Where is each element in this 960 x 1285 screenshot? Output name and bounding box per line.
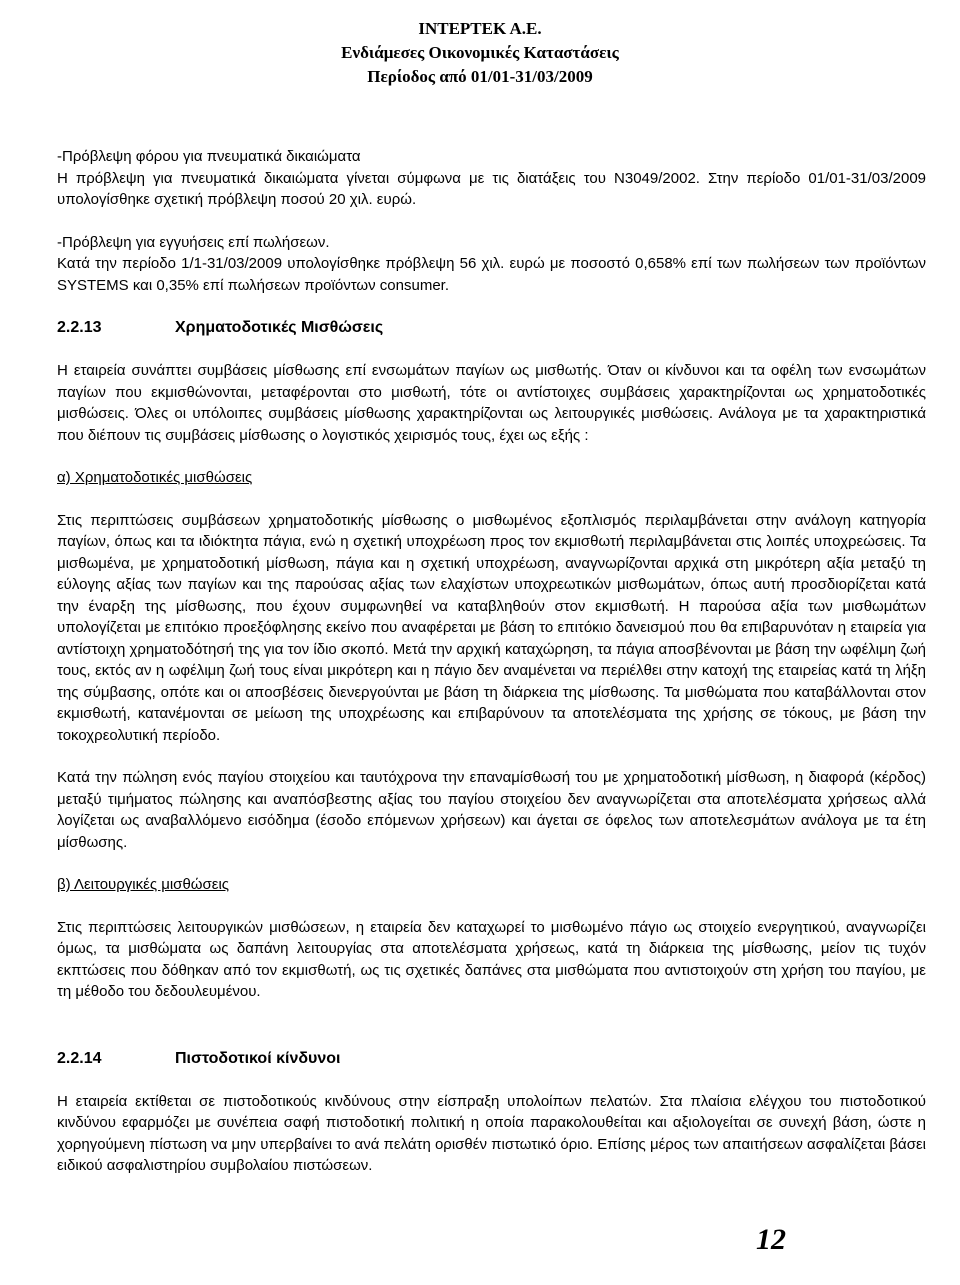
page-number: 12 — [756, 1223, 786, 1256]
warranty-provision-title: -Πρόβλεψη για εγγυήσεις επί πωλήσεων. — [57, 233, 330, 251]
sale-leaseback-text: Κατά την πώληση ενός παγίου στοιχείου και ταυτόχρονα την επαναμίσθωσή του με χρηματοδοτική μίσθωση, η διαφορά (κέρδος) μεταξύ τιμήματος πώλησης και αναπόσβεστης αξίας του παγίου στοιχείου δεν αναγνωρίζεται στα αποτελέσματα χρήσεως αλλά λογίζεται ως αναβαλλόμενο εισόδημα (έσοδο επόμενων χρήσεων) και άγεται σε όφελος των αποτελεσμάτων ανάλογα με τα έτη μίσθωσης. — [57, 769, 926, 851]
ip-provision-text: Η πρόβλεψη για πνευματικά δικαιώματα γίνεται σύμφωνα με τις διατάξεις του Ν3049/2002. Στην περίοδο 01/01-31/03/2009 υπολογίσθηκε σχετική πρόβλεψη ποσού 20 χιλ. ευρώ. — [57, 169, 926, 208]
section-number: 2.2.13 — [57, 319, 102, 336]
section-title: Χρηματοδοτικές Μισθώσεις — [175, 319, 384, 336]
finance-leases-heading: α) Χρηματοδοτικές μισθώσεις — [57, 469, 253, 486]
finance-leases-text: Στις περιπτώσεις συμβάσεων χρηματοδοτικής μίσθωσης ο μισθωμένος εξοπλισμός περιλαμβάνεται στην ανάλογη κατηγορία παγίων, όπως και τα ιδιόκτητα πάγια, ενώ η σχετική υποχρέωση προς τον εκμισθωτή περιλαμβάνεται στις λοιπές υποχρεώσεις. Τα μισθωμένα, με χρηματοδοτική μίσθωση, πάγια και η σχετική υποχρέωση, αναγνωρίζονται αρχικά στη μικρότερη αξία μεταξύ τη εύλογης αξίας των παγίων και της παρούσας αξίας των ελαχίστων υποχρεωτικών μισθωμάτων, όπως αυτή προσδιορίζεται κατά την έναρξη της μίσθωσης, που έχουν συμφωνηθεί να καταβληθούν στον εκμισθωτή. Η παρούσα αξία των μισθωμάτων υπολογίζεται με επιτόκιο προεξόφλησης εκείνο που αναφέρεται με βάση το επιτόκιο δανεισμού που θα επιβαρυνόταν η εταιρεία για αντίστοιχη χρηματοδότησή της για τον ίδιο σκοπό. Μετά την αρχική καταχώρηση, τα πάγια αποσβένονται με βάση την ωφέλιμη ζωή τους, εκτός αν η ωφέλιμη ζωή τους είναι μικρότερη και η πάγιο δεν αναμένεται να περιέλθει στην κατοχή της εταιρείας κατά τη λήξη της σύμβασης, οπότε και οι αποσβέσεις διενεργούνται με βάση τη διάρκεια της μίσθωσης. Τα μισθώματα που καταβάλλονται στον εκμισθωτή, κατανέμονται σε μείωση της υποχρέωσης και επιβαρύνουν τα αποτελέσματα της χρήσης σε τόκους, με βάση την τοκοχρεολυτική περίοδο. — [57, 511, 926, 744]
credit-risk-text: Η εταιρεία εκτίθεται σε πιστοδοτικούς κινδύνους στην είσπραξη υπολοίπων πελατών. Στα πλαίσια ελέγχου του πιστοδοτικού κινδύνου εφαρμόζει με συνέπεια σαφή πιστοδοτική πολιτική η οποία παρακολουθείται και αξιολογείται σε συνεχή βάση, ώστε η χορηγούμενη πίστωση να μην υπερβαίνει το ανά πελάτη ορισθέν πιστωτικό όριο. Επίσης μέρος των απαιτήσεων ασφαλίζεται βάσει ειδικού ασφαλιστηρίου συμβολαίου πιστώσεων. — [57, 1092, 926, 1174]
operating-leases-heading: β) Λειτουργικές μισθώσεις — [57, 876, 230, 893]
page-header — [0, 17, 960, 89]
ip-provision-title: -Πρόβλεψη φόρου για πνευματικά δικαιώματα — [57, 148, 361, 165]
section-heading-2213 — [57, 317, 926, 339]
period-line: Περίοδος από 01/01-31/03/2009 — [367, 67, 593, 86]
leases-intro-text: Η εταιρεία συνάπτει συμβάσεις μίσθωσης επί ενσωμάτων παγίων ως μισθωτής. Όταν οι κίνδυνοι και τα οφέλη των ενσωμάτων παγίων που εκμισθώνονται, μεταφέρονται στο μισθωτή, τότε οι αντίστοιχες συμβάσεις χαρακτηρίζονται ως χρηματοδοτικές μισθώσεις. Όλες οι υπόλοιπες συμβάσεις μίσθωσης χαρακτηρίζονται ως λειτουργικές μισθώσεις. Ανάλογα με τα χαρακτηριστικά που διέπουν τις συμβάσεις μίσθωσης ο λογιστικός χειρισμός τους, έχει ως εξής : — [57, 362, 926, 444]
document-title: Ενδιάμεσες Οικονομικές Καταστάσεις — [341, 43, 619, 62]
section-number: 2.2.14 — [57, 1049, 102, 1067]
page-body — [57, 146, 926, 1177]
warranty-provision-text: Κατά την περίοδο 1/1-31/03/2009 υπολογίσθηκε πρόβλεψη 56 χιλ. ευρώ με ποσοστό 0,658% επί των πωλήσεων των προϊόντων SYSTEMS και 0,35% επί πωλήσεων προϊόντων consumer. — [57, 255, 926, 294]
company-name: ΙΝΤΕΡΤΕΚ Α.Ε. — [418, 19, 542, 38]
operating-leases-text: Στις περιπτώσεις λειτουργικών μισθώσεων, η εταιρεία δεν καταχωρεί το μισθωμένο πάγιο ως στοιχείο ενεργητικού, αναγνωρίζει όμως, τα μισθώματα ως δαπάνη λειτουργίας στα αποτελέσματα χρήσεως, κατά τη διάρκεια της μίσθωσης, μείον τις τυχόν εκπτώσεις που δόθηκαν από τον εκμισθωτή, ως τις σχετικές δαπάνες στα μισθώματα που αντιστοιχούν στη χρήση του παγίου, με τη μέθοδο του δεδουλευμένου. — [57, 918, 926, 1000]
section-heading-2214 — [57, 1048, 926, 1070]
section-title: Πιστοδοτικοί κίνδυνοι — [175, 1049, 341, 1067]
